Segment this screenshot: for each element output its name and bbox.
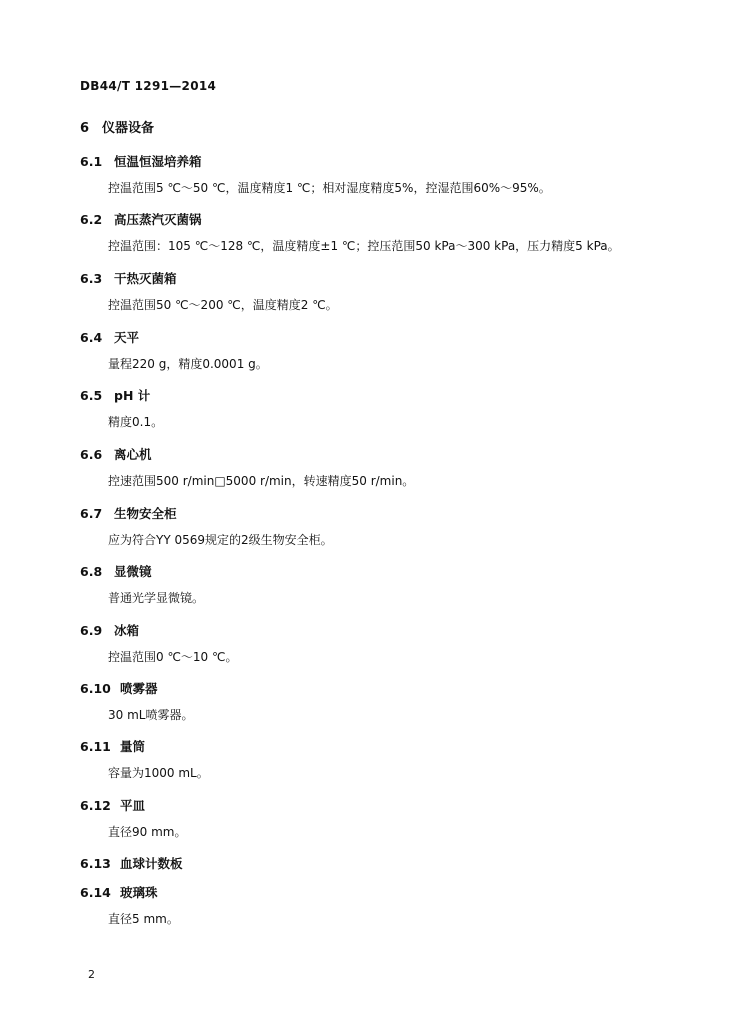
- section-title: 平皿: [120, 798, 146, 813]
- section-number: 6.11: [80, 739, 111, 754]
- section-body: 控温范围0 ℃～10 ℃。: [108, 650, 238, 664]
- section-title: 生物安全柜: [114, 506, 177, 521]
- section-title: 喷雾器: [120, 681, 158, 696]
- chapter-number: 6: [80, 121, 90, 136]
- section-number: 6.13: [80, 856, 111, 871]
- section-body: 普通光学显微镜。: [108, 591, 205, 605]
- section-title: 天平: [114, 330, 140, 345]
- section-body: 精度0.1。: [108, 415, 164, 429]
- section-body: 直径5 mm。: [108, 912, 179, 926]
- section-number: 6.8: [80, 564, 103, 579]
- section-6-14: [80, 884, 680, 926]
- section-title: 量筒: [120, 739, 146, 754]
- section-6-8: [80, 563, 680, 605]
- section-number: 6.12: [80, 798, 111, 813]
- section-6-5: [80, 387, 680, 429]
- document-code-header: DB44/T 1291—2014: [80, 79, 217, 93]
- section-6-9: [80, 622, 680, 664]
- chapter-heading: [80, 117, 154, 136]
- section-body: 控速范围500 r/min□5000 r/min，转速精度50 r/min。: [108, 474, 415, 488]
- section-title: 显微镜: [114, 564, 152, 579]
- section-6-2: [80, 211, 680, 253]
- section-title: 恒温恒湿培养箱: [114, 154, 202, 169]
- page-number: 2: [88, 968, 95, 981]
- section-body: 30 mL喷雾器。: [108, 708, 194, 722]
- section-6-12: [80, 797, 680, 839]
- section-title: 冰箱: [114, 623, 140, 638]
- section-title: 离心机: [114, 447, 152, 462]
- section-title: 玻璃珠: [120, 885, 158, 900]
- section-number: 6.10: [80, 681, 111, 696]
- section-number: 6.1: [80, 154, 103, 169]
- section-6-7: [80, 505, 680, 547]
- section-number: 6.5: [80, 388, 103, 403]
- section-title: 血球计数板: [120, 856, 183, 871]
- chapter-title: 仪器设备: [102, 121, 155, 136]
- section-title: 干热灭菌箱: [114, 271, 177, 286]
- section-6-13: [80, 855, 680, 873]
- section-title: pH 计: [114, 388, 151, 403]
- section-6-1: [80, 153, 680, 195]
- section-number: 6.6: [80, 447, 103, 462]
- section-6-6: [80, 446, 680, 488]
- section-number: 6.4: [80, 330, 103, 345]
- section-6-4: [80, 329, 680, 371]
- section-6-11: [80, 738, 680, 780]
- section-number: 6.9: [80, 623, 103, 638]
- section-body: 控温范围：105 ℃～128 ℃，温度精度±1 ℃；控压范围50 kPa～300 kPa，压力精度5 kPa。: [108, 239, 620, 253]
- section-body: 量程220 g，精度0.0001 g。: [108, 357, 268, 371]
- section-body: 控温范围50 ℃～200 ℃，温度精度2 ℃。: [108, 298, 338, 312]
- section-title: 高压蒸汽灭菌锅: [114, 212, 202, 227]
- section-6-10: [80, 680, 680, 722]
- section-number: 6.2: [80, 212, 103, 227]
- section-number: 6.7: [80, 506, 103, 521]
- section-6-3: [80, 270, 680, 312]
- section-body: 控温范围5 ℃～50 ℃，温度精度1 ℃；相对湿度精度5%，控湿范围60%～95%。: [108, 181, 551, 195]
- section-body: 应为符合YY 0569规定的2级生物安全柜。: [108, 533, 333, 547]
- section-number: 6.3: [80, 271, 103, 286]
- section-body: 容量为1000 mL。: [108, 766, 209, 780]
- section-number: 6.14: [80, 885, 111, 900]
- section-body: 直径90 mm。: [108, 825, 187, 839]
